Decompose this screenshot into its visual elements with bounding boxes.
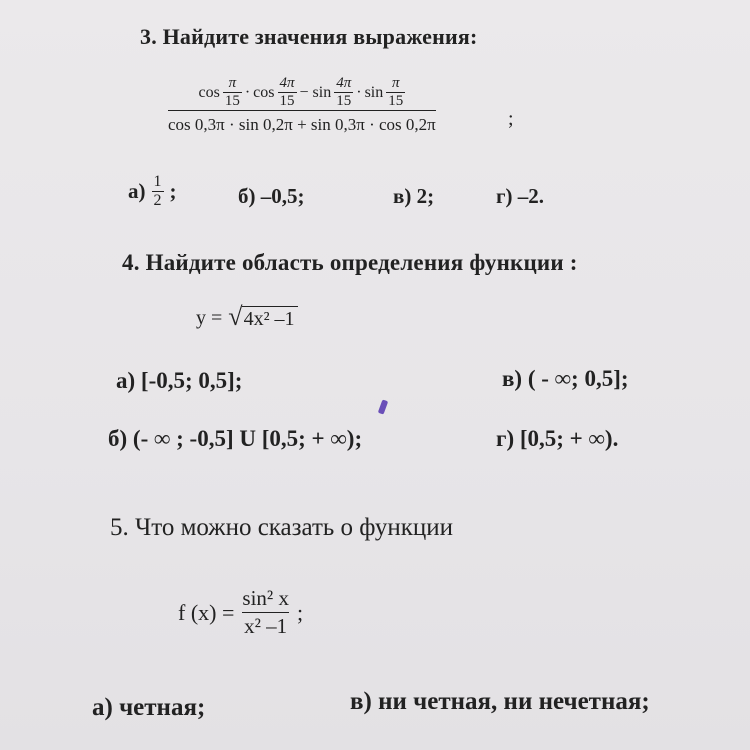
q5-option-a[interactable]: а) четная; [92,694,206,721]
q3-option-b[interactable]: б) –0,5; [238,184,305,208]
q5-formula: f (x) = $\frac{\text{sin² x}}{\text{x² –1}}$ ; [178,586,304,638]
pen-mark [378,399,388,414]
q3-numerator: cos $\frac{\pi}{15}$ · cos $\frac{4\pi}{15}$ − sin $\frac{4\pi}{15}$ · sin $\frac{\pi}{15}$ [198,75,404,109]
q4-option-a[interactable]: а) [-0,5; 0,5]; [116,368,243,393]
q3-frac-4: $\frac{\pi}{15}$ [388,75,404,109]
q4-option-b[interactable]: б) (- ∞ ; -0,5] U [0,5; + ∞); [108,426,363,451]
q4-option-v[interactable]: в) ( - ∞; 0,5]; [502,366,629,391]
q3-frac-2: $\frac{4\pi}{15}$ [279,75,295,109]
q3-semicolon: ; [508,108,514,130]
q3-option-a[interactable]: а) $\frac{1}{2}$ ; [128,173,177,209]
q3-option-g[interactable]: г) –2. [496,184,545,208]
q4-option-g[interactable]: г) [0,5; + ∞). [496,426,619,451]
q4-sqrt: √ 4x² –1 [228,304,297,330]
q3-frac-3: $\frac{4\pi}{15}$ [336,75,352,109]
q4-title: 4. Найдите область определения функции : [122,250,578,275]
q3-frac-1: $\frac{\pi}{15}$ [224,75,240,109]
q3-cos-1: cos [198,83,220,101]
q3-option-a-fraction: $\frac{1}{2}$ [153,173,162,209]
q4-formula: y = √ 4x² –1 [196,304,298,330]
q3-expression [168,76,436,135]
q5-option-v[interactable]: в) ни четная, ни нечетная; [350,688,650,715]
q3-denominator: cos 0,3π · sin 0,2π + sin 0,3π · cos 0,2π [168,110,436,135]
q5-fraction: $\frac{\text{sin² x}}{\text{x² –1}}$ [242,586,289,638]
q3-option-v[interactable]: в) 2; [393,184,435,208]
q5-title: 5. Что можно сказать о функции [110,514,454,541]
q3-title: 3. Найдите значения выражения: [140,24,478,49]
radical-sign-icon: √ [228,302,243,331]
